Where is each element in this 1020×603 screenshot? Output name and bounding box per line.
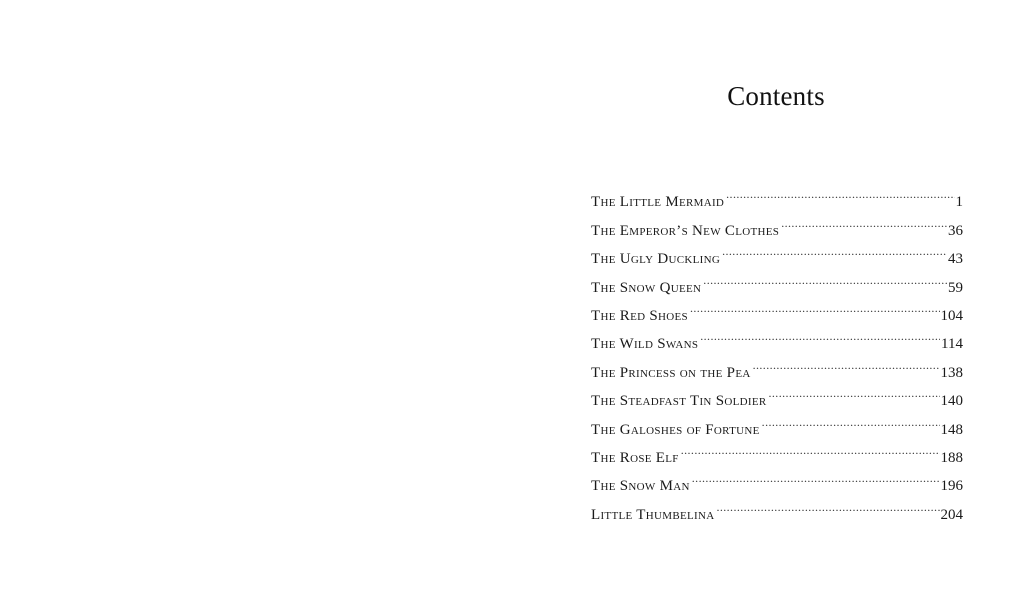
dot-leader: [762, 405, 940, 433]
dot-leader: [722, 235, 947, 263]
toc-entry-page-number: 196: [940, 478, 963, 495]
toc-entry-title: The Rose Elf: [591, 449, 679, 466]
toc-entry-title: The Red Shoes: [591, 307, 688, 324]
toc-entry-page-number: 204: [940, 506, 963, 523]
toc-entry-title: The Little Mermaid: [591, 194, 725, 211]
table-of-contents: [591, 178, 963, 523]
toc-entry-little-mermaid[interactable]: [591, 178, 963, 211]
toc-entry-title: The Ugly Duckling: [591, 251, 721, 268]
toc-entry-title: The Emperor’s New Clothes: [591, 222, 780, 239]
dot-leader: [716, 490, 939, 518]
dot-leader: [690, 292, 940, 320]
dot-leader: [692, 462, 940, 490]
dot-leader: [769, 377, 940, 405]
toc-entry-page-number: 59: [948, 279, 963, 296]
dot-leader: [700, 320, 940, 348]
dot-leader: [681, 434, 940, 462]
right-page-contents: [510, 0, 1020, 603]
toc-entry-title: The Princess on the Pea: [591, 364, 751, 381]
dot-leader: [781, 206, 947, 234]
toc-entry-title: Little Thumbelina: [591, 506, 715, 523]
toc-entry-title: The Snow Queen: [591, 279, 702, 296]
toc-entry-page-number: 104: [940, 307, 963, 324]
toc-entry-page-number: 148: [940, 421, 963, 438]
toc-entry-title: The Galoshes of Fortune: [591, 421, 760, 438]
contents-heading: Contents: [727, 81, 825, 111]
toc-entry-page-number: 188: [940, 449, 963, 466]
toc-entry-title: The Steadfast Tin Soldier: [591, 393, 767, 410]
toc-entry-page-number: 36: [948, 222, 963, 239]
dot-leader: [703, 263, 947, 291]
toc-entry-page-number: 138: [940, 364, 963, 381]
toc-entry-page-number: 43: [948, 251, 963, 268]
toc-entry-title: The Snow Man: [591, 478, 690, 495]
toc-entry-title: The Wild Swans: [591, 336, 699, 353]
toc-entry-page-number: 140: [940, 393, 963, 410]
dot-leader: [726, 178, 954, 206]
dot-leader: [753, 348, 940, 376]
toc-entry-page-number: 1: [955, 194, 963, 211]
toc-entry-page-number: 114: [941, 336, 963, 353]
